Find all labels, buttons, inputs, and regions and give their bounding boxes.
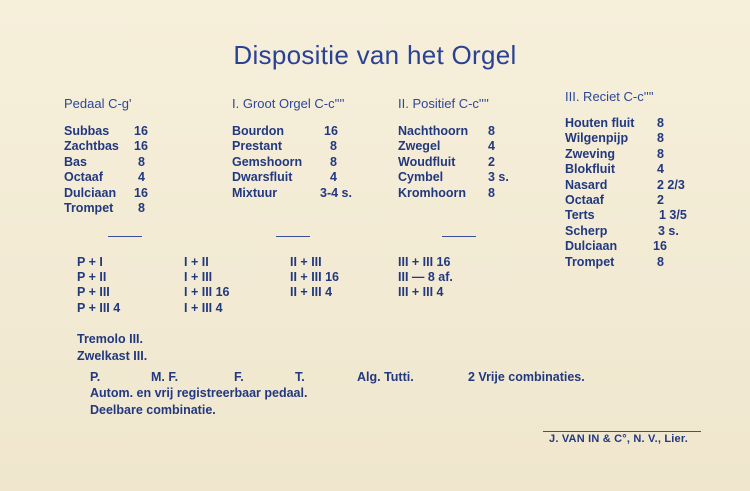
coupler-group-positive <box>290 255 339 301</box>
stop-row <box>565 116 687 131</box>
stop-row <box>398 170 509 185</box>
stop-value: 8 <box>330 139 337 154</box>
stop-row <box>398 124 509 139</box>
coupler-item: III + III 4 <box>398 285 444 300</box>
stop-name: Dulciaan <box>565 239 618 254</box>
stop-value: 16 <box>134 185 148 200</box>
stop-row <box>565 178 687 193</box>
stop-name: Zachtbas <box>64 139 119 154</box>
stop-value: 8 <box>138 200 145 215</box>
stop-name: Blokfluit <box>565 162 615 177</box>
stop-name: Bourdon <box>232 124 285 138</box>
coupler-item: I + II <box>184 255 209 269</box>
pedaal-stops <box>64 124 148 216</box>
stop-name: Wilgenpijp <box>565 131 629 146</box>
coupler-item: III + III 16 <box>398 255 451 269</box>
stop-name: Houten fluit <box>565 116 635 130</box>
coupler-group-great <box>184 255 230 316</box>
stop-row <box>64 170 148 185</box>
coupler-item: P + III 4 <box>77 300 121 315</box>
positief-heading: II. Positief C-c'''' <box>398 96 489 111</box>
stop-row <box>232 124 352 139</box>
split-note: Deelbare combinatie. <box>90 403 216 417</box>
combination-alg-tutti: Alg. Tutti. <box>357 370 414 384</box>
stop-name: Kromhoorn <box>398 185 467 200</box>
stop-name: Cymbel <box>398 170 444 185</box>
stop-value: 16 <box>653 239 667 254</box>
groot-orgel-stops <box>232 124 352 201</box>
stop-row <box>64 124 148 139</box>
stop-row <box>232 186 352 201</box>
coupler-item: II + III 4 <box>290 285 333 300</box>
stop-value: 2 <box>657 192 664 207</box>
stop-row <box>565 255 687 270</box>
stop-row <box>232 139 352 154</box>
stop-row <box>398 186 509 201</box>
stop-name: Bas <box>64 154 87 169</box>
zwelkast-text: Zwelkast III. <box>77 349 148 363</box>
stop-value: 4 <box>330 170 337 185</box>
stop-name: Terts <box>565 208 595 223</box>
stop-value: 16 <box>134 124 148 138</box>
stop-name: Octaaf <box>64 170 103 185</box>
stop-name: Nachthoorn <box>398 124 469 138</box>
separator-line <box>442 236 476 237</box>
groot-orgel-heading: I. Groot Orgel C-c'''' <box>232 96 345 111</box>
stop-value: 16 <box>324 124 338 138</box>
stop-value: 4 <box>488 139 495 154</box>
stop-row <box>398 155 509 170</box>
stop-row <box>565 131 687 146</box>
stop-name: Octaaf <box>565 192 604 207</box>
coupler-item: I + III 16 <box>184 285 230 300</box>
positief-stops <box>398 124 509 201</box>
pedal-note: Autom. en vrij registreerbaar pedaal. <box>90 386 308 400</box>
stop-name: Zwegel <box>398 139 441 154</box>
combination-vrije: 2 Vrije combinaties. <box>468 370 585 384</box>
footer-rule <box>543 431 701 432</box>
stop-name: Dulciaan <box>64 185 117 200</box>
coupler-item: III — 8 af. <box>398 270 453 285</box>
coupler-item: I + III 4 <box>184 300 223 315</box>
stop-row <box>398 139 509 154</box>
stop-row <box>565 147 687 162</box>
stop-value: 8 <box>488 185 495 200</box>
stop-name: Mixtuur <box>232 185 278 200</box>
stop-row <box>64 186 148 201</box>
stop-value: 8 <box>657 131 664 146</box>
stop-row <box>232 155 352 170</box>
stop-row <box>565 208 687 223</box>
stop-value: 3-4 s. <box>320 185 352 200</box>
stop-name: Gemshoorn <box>232 154 303 169</box>
page-title: Dispositie van het Orgel <box>233 40 517 70</box>
pedaal-heading: Pedaal C-g' <box>64 96 132 111</box>
stop-value: 8 <box>657 146 664 161</box>
stop-name: Subbas <box>64 124 110 138</box>
stop-row <box>565 193 687 208</box>
coupler-item: P + II <box>77 270 107 285</box>
stop-value: 2 <box>488 154 495 169</box>
stop-name: Dwarsfluit <box>232 170 293 185</box>
stop-value: 8 <box>657 254 664 269</box>
coupler-item: II + III 16 <box>290 270 339 285</box>
stop-row <box>565 162 687 177</box>
stop-name: Scherp <box>565 223 608 238</box>
coupler-item: P + III <box>77 285 110 300</box>
coupler-item: II + III <box>290 255 322 269</box>
stop-value: 8 <box>488 124 495 138</box>
coupler-item: I + III <box>184 270 213 285</box>
coupler-group-swell <box>398 255 453 301</box>
separator-line <box>108 236 142 237</box>
stop-row <box>64 139 148 154</box>
combination-f: F. <box>234 370 244 384</box>
stop-value: 3 s. <box>488 170 509 185</box>
stop-name: Prestant <box>232 139 283 154</box>
stop-name: Trompet <box>565 254 615 269</box>
reciet-heading: III. Reciet C-c'''' <box>565 89 654 104</box>
stop-value: 1 3/5 <box>659 208 687 223</box>
stop-name: Nasard <box>565 177 608 192</box>
stop-row <box>64 201 148 216</box>
stop-value: 4 <box>138 170 145 185</box>
coupler-group-pedal <box>77 255 120 316</box>
stop-value: 16 <box>134 139 148 154</box>
stop-value: 4 <box>657 162 664 177</box>
combination-p: P. <box>90 370 101 384</box>
separator-line <box>276 236 310 237</box>
stop-value: 8 <box>657 116 664 130</box>
reciet-stops <box>565 116 687 270</box>
stop-row <box>64 155 148 170</box>
combination-t: T. <box>295 370 305 384</box>
publisher-imprint: J. VAN IN & C°, N. V., Lier. <box>549 433 688 445</box>
stop-value: 3 s. <box>658 223 679 238</box>
stop-name: Zweving <box>565 146 616 161</box>
stop-row <box>232 170 352 185</box>
coupler-item: P + I <box>77 255 103 269</box>
tremolo-text: Tremolo III. <box>77 332 143 346</box>
stop-value: 8 <box>330 154 337 169</box>
stop-name: Woudfluit <box>398 154 456 169</box>
stop-row <box>565 239 687 254</box>
combination-mf: M. F. <box>151 370 179 384</box>
stop-value: 8 <box>138 154 145 169</box>
stop-name: Trompet <box>64 200 114 215</box>
stop-value: 2 2/3 <box>657 177 685 192</box>
stop-row <box>565 224 687 239</box>
